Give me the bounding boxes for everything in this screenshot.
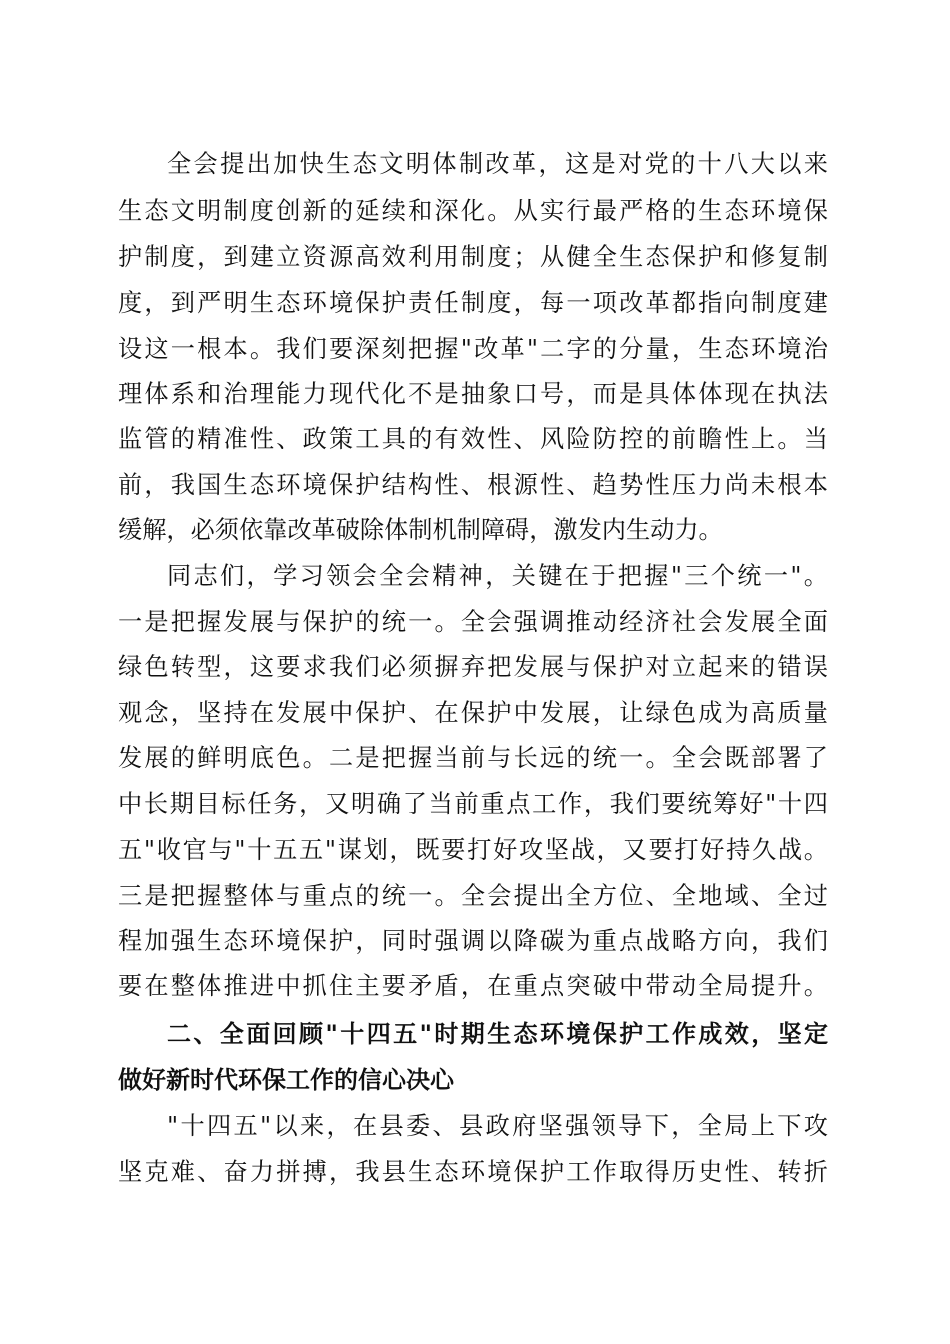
text-line: 五"收官与"十五五"谋划，既要打好攻坚战，又要打好持久战。 xyxy=(118,836,828,864)
text-line: 坚克难、奋力拼搏，我县生态环境保护工作取得历史性、转折 xyxy=(118,1158,828,1186)
text-line: 全会提出加快生态文明体制改革，这是对党的十八大以来 xyxy=(167,150,828,178)
text-line: 度，到严明生态环境保护责任制度，每一项改革都指向制度建 xyxy=(118,289,828,317)
text-line: "十四五"以来，在县委、县政府坚强领导下，全局上下攻 xyxy=(167,1112,828,1140)
text-line: 护制度，到建立资源高效利用制度；从健全生态保护和修复制 xyxy=(118,243,828,271)
text-line: 前，我国生态环境保护结构性、根源性、趋势性压力尚未根本 xyxy=(118,471,828,499)
text-line: 生态文明制度创新的延续和深化。从实行最严格的生态环境保 xyxy=(118,197,828,225)
heading-line: 做好新时代环保工作的信心决心 xyxy=(118,1066,454,1094)
text-line: 缓解，必须依靠改革破除体制机制障碍，激发内生动力。 xyxy=(118,516,723,544)
text-line: 中长期目标任务，又明确了当前重点工作，我们要统筹好"十四 xyxy=(118,790,828,818)
text-line: 绿色转型，这要求我们必须摒弃把发展与保护对立起来的错误 xyxy=(118,653,828,681)
text-line: 理体系和治理能力现代化不是抽象口号，而是具体体现在执法 xyxy=(118,380,828,408)
text-line: 同志们，学习领会全会精神，关键在于把握"三个统一"。 xyxy=(167,562,828,590)
heading-line: 二、全面回顾"十四五"时期生态环境保护工作成效，坚定 xyxy=(167,1020,828,1048)
text-line: 发展的鲜明底色。二是把握当前与长远的统一。全会既部署了 xyxy=(118,744,828,772)
text-line: 要在整体推进中抓住主要矛盾，在重点突破中带动全局提升。 xyxy=(118,972,828,1000)
text-line: 监管的精准性、政策工具的有效性、风险防控的前瞻性上。当 xyxy=(118,425,828,453)
text-line: 一是把握发展与保护的统一。全会强调推动经济社会发展全面 xyxy=(118,608,828,636)
text-line: 程加强生态环境保护，同时强调以降碳为重点战略方向，我们 xyxy=(118,927,828,955)
text-line: 观念，坚持在发展中保护、在保护中发展，让绿色成为高质量 xyxy=(118,699,828,727)
text-line: 三是把握整体与重点的统一。全会提出全方位、全地域、全过 xyxy=(118,882,828,910)
text-line: 设这一根本。我们要深刻把握"改革"二字的分量，生态环境治 xyxy=(118,335,828,363)
